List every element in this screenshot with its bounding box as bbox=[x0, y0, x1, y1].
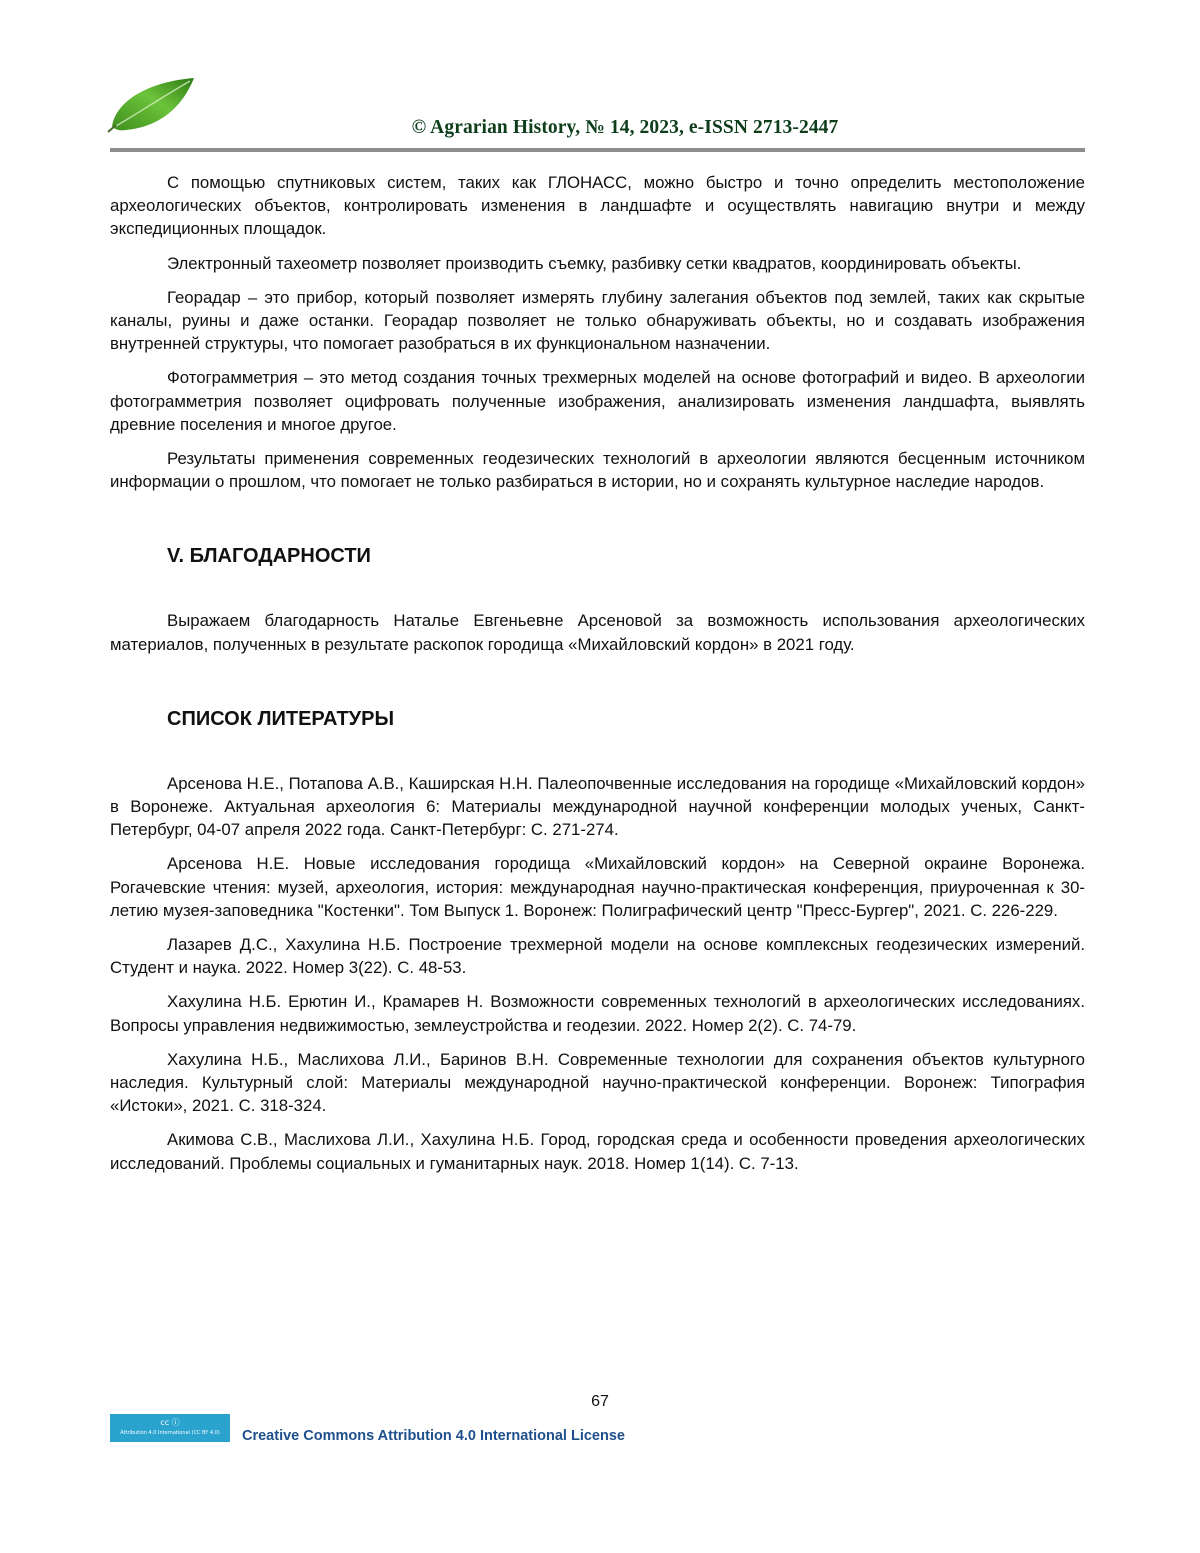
body-paragraph: Результаты применения современных геодезических технологий в археологии являются бесценным источником информации о прошлом, что помогает не только разбираться в истории, но и сохранять культурное наследие народов. bbox=[110, 449, 1085, 492]
reference-item: Арсенова Н.Е., Потапова А.В., Каширская Н.Н. Палеопочвенные исследования на городище «Михайловский кордон» в Воронеже. Актуальная археология 6: Материалы международной научной конференции молодых ученых, Санкт-Петербург, 04-07 апреля 2022 года. Санкт-Петербург: С. 271-274. bbox=[110, 773, 1085, 840]
body-paragraph: Фотограмметрия – это метод создания точных трехмерных моделей на основе фотографий и видео. В археологии фотограмметрия позволяет оцифровать полученные изображения, анализировать изменения ландшафта, выявлять древние поселения и многое другое. bbox=[110, 368, 1085, 434]
acknowledgements-paragraph: Выражаем благодарность Наталье Евгеньевне Арсеновой за возможность использования археологических материалов, полученных в результате раскопок городища «Михайловский кордон» в 2021 году. bbox=[110, 611, 1085, 654]
body-paragraph: Георадар – это прибор, который позволяет измерять глубину залегания объектов под землей, таких как скрытые каналы, руины и даже останки. Георадар позволяет не только обнаруживать объекты, но и создавать изображения внутренней структуры, что помогает разобраться в их функциональном назначении. bbox=[110, 287, 1085, 354]
acknowledgements-heading: V. БЛАГОДАРНОСТИ bbox=[167, 545, 371, 568]
article-body bbox=[110, 171, 1085, 1175]
reference-item: Лазарев Д.С., Хахулина Н.Б. Построение трехмерной модели на основе комплексных геодезических измерений. Студент и наука. 2022. Номер 3(22). С. 48-53. bbox=[110, 935, 1085, 978]
reference-list bbox=[110, 772, 1085, 1175]
cc-badge-text: Attribution 4.0 International (CC BY 4.0) bbox=[120, 1430, 220, 1436]
reference-item: Арсенова Н.Е. Новые исследования городища «Михайловский кордон» на Северной окраине Воронежа. Рогачевские чтения: музей, археология, история: международная научно-практическая конференция, приуроченная к 30-летию музея-заповедника "Костенки". Том Выпуск 1. Воронеж: Полиграфический центр "Пресс-Бургер", 2021. С. 226-229. bbox=[110, 854, 1085, 920]
body-paragraph: Электронный тахеометр позволяет производить съемку, разбивку сетки квадратов, координировать объекты. bbox=[167, 253, 1022, 273]
cc-logo-icon: cc ⓘ bbox=[160, 1418, 180, 1427]
page-number: 67 bbox=[591, 1393, 609, 1410]
header-divider bbox=[110, 148, 1085, 152]
license-link[interactable]: Creative Commons Attribution 4.0 International License bbox=[242, 1428, 625, 1444]
reference-item: Хахулина Н.Б., Маслихова Л.И., Баринов В.Н. Современные технологии для сохранения объектов культурного наследия. Культурный слой: Материалы международной научно-практической конференции. Воронеж: Типография «Истоки», 2021. С. 318-324. bbox=[110, 1049, 1085, 1116]
journal-header: © Agrarian History, № 14, 2023, e-ISSN 2713-2447 bbox=[411, 117, 839, 138]
references-heading: СПИСОК ЛИТЕРАТУРЫ bbox=[167, 707, 395, 730]
reference-item: Акимова С.В., Маслихова Л.И., Хахулина Н.Б. Город, городская среда и особенности проведения археологических исследований. Проблемы социальных и гуманитарных наук. 2018. Номер 1(14). С. 7-13. bbox=[110, 1130, 1085, 1173]
cc-license-badge[interactable] bbox=[110, 1414, 230, 1442]
reference-item: Хахулина Н.Б. Ерютин И., Крамарев Н. Возможности современных технологий в археологических исследованиях. Вопросы управления недвижимостью, землеустройства и геодезии. 2022. Номер 2(2). С. 74-79. bbox=[110, 992, 1085, 1035]
body-paragraph: С помощью спутниковых систем, таких как ГЛОНАСС, можно быстро и точно определить местоположение археологических объектов, контролировать изменения в ландшафте и осуществлять навигацию внутри и между экспедиционных площадок. bbox=[110, 173, 1085, 239]
